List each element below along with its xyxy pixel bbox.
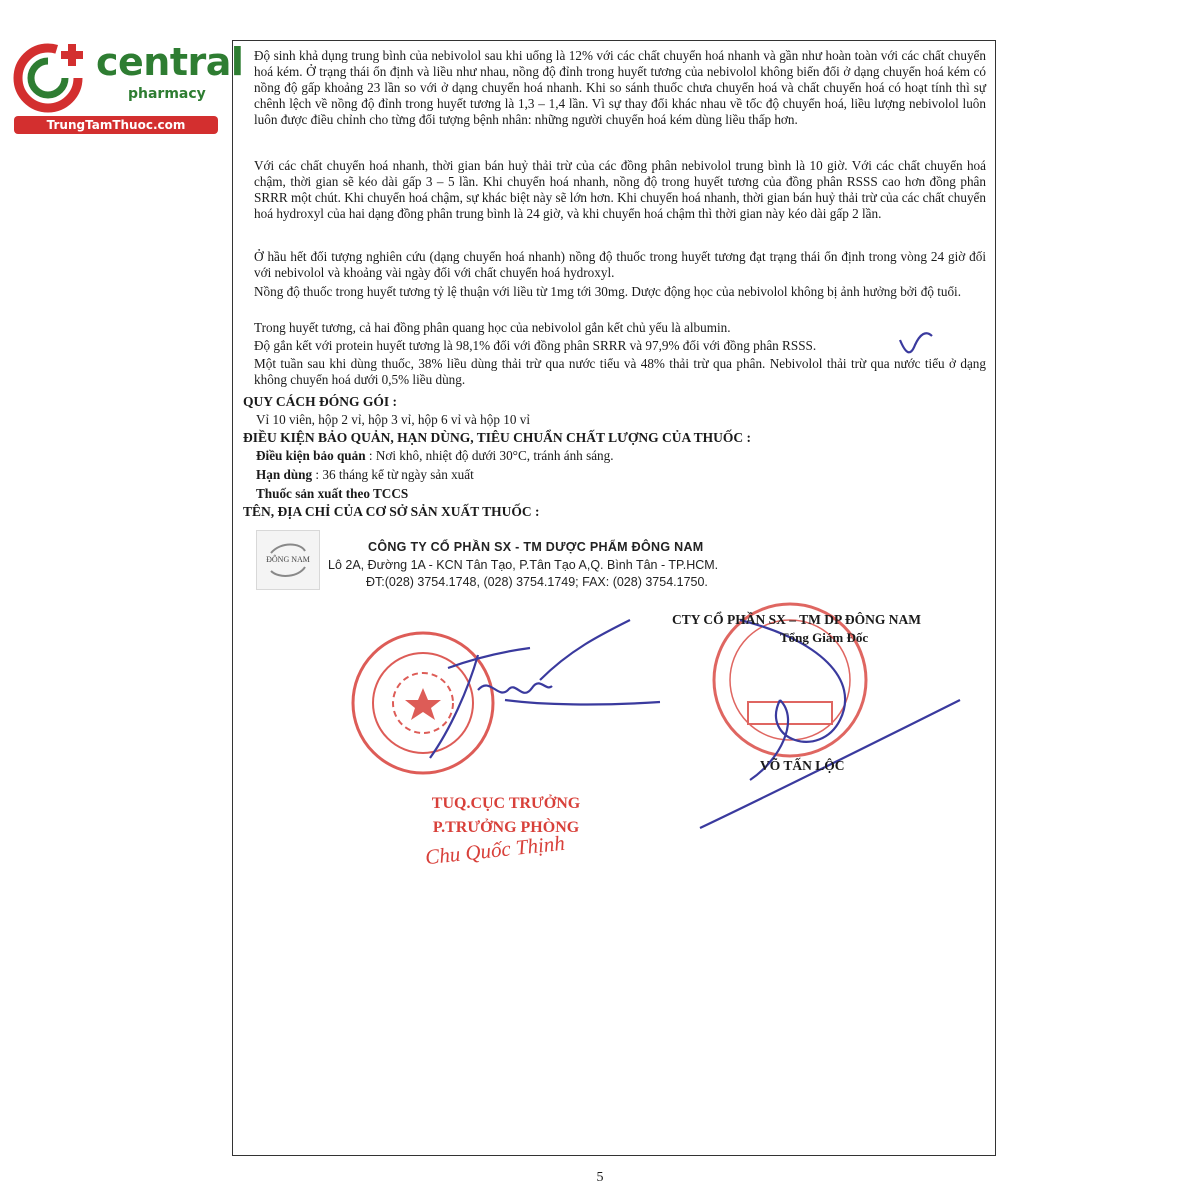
storage-condition bbox=[256, 448, 614, 464]
quality-standard: Thuốc sản xuất theo TCCS bbox=[256, 486, 409, 501]
pharmacy-logo[interactable] bbox=[8, 36, 244, 136]
page-number: 5 bbox=[596, 1170, 604, 1185]
signature-role: Tổng Giám Đốc bbox=[780, 630, 869, 645]
logo-brand: central bbox=[96, 40, 244, 84]
paragraph-half-life: Với các chất chuyển hoá nhanh, thời gian bán huỷ thải trừ của các đồng phân nebivolol trung bình là 10 giờ. Với các chất chuyển hoá chậm, thời gian sẽ kéo dài gấp 3 – 5 lần. Khi chuyển hoá nhanh, nồng độ trong huyết tương của đồng phân RSSS cao hơn đồng phân SRRR một chút. Khi chuyển hoá chậm, sự khác biệt này sẽ lớn hơn. Khi chuyển hoá nhanh, thời gian bán huỷ thải trừ của các chất chuyển hoá hydroxyl của hai dạng đồng phân trung bình là 24 giờ, và khi chuyển hoá chậm thì thời gian này kéo dài gấp 2 lần. bbox=[254, 158, 986, 221]
paragraph-dose-proportional: Nồng độ thuốc trong huyết tương tỷ lệ thuận với liều từ 1mg tới 30mg. Dược động học của nebivolol không bị ảnh hưởng bởi độ tuổi. bbox=[254, 284, 962, 299]
paragraph-steady-state: Ở hầu hết đối tượng nghiên cứu (dạng chuyển hoá nhanh) nồng độ thuốc trong huyết tương đạt trạng thái ổn định trong vòng 24 giờ đối với nebivolol và khoảng vài ngày đối với chất chuyển hoá hydroxyl. bbox=[254, 249, 986, 280]
authority-signer: Chu Quốc Thịnh bbox=[424, 830, 566, 870]
signature-company: CTY CỔ PHẦN SX – TM DP ĐÔNG NAM bbox=[672, 612, 921, 627]
manufacturer-heading: TÊN, ĐỊA CHỈ CỦA CƠ SỞ SẢN XUẤT THUỐC : bbox=[243, 504, 540, 519]
signature-name: VÕ TẤN LỘC bbox=[760, 758, 845, 773]
packaging-heading: QUY CÁCH ĐÓNG GÓI : bbox=[243, 394, 397, 409]
storage-condition-value: : Nơi khô, nhiệt độ dưới 30°C, tránh ánh sáng. bbox=[368, 448, 614, 463]
packaging-text: Vỉ 10 viên, hộp 2 vỉ, hộp 3 vỉ, hộp 6 vỉ và hộp 10 vỉ bbox=[256, 412, 530, 427]
company-address: Lô 2A, Đường 1A - KCN Tân Tạo, P.Tân Tạo A,Q. Bình Tân - TP.HCM. bbox=[328, 558, 719, 572]
expiry bbox=[256, 467, 474, 483]
paragraph-bioavailability: Độ sinh khả dụng trung bình của nebivolol sau khi uống là 12% với các chất chuyển hoá nhanh và gần như hoàn toàn với các chất chuyển hoá kém. Ở trạng thái ổn định và liều như nhau, nồng độ đỉnh trong huyết tương của nebivolol không biến đổi ở dạng chuyển hoá kém có nồng độ gấp khoảng 23 lần so với ở dạng chuyển hoá nhanh. Khi so sánh thuốc chưa chuyển hoá và chất chuyển hoá có hoạt tính thì sự chênh lệch về nồng độ đỉnh trong huyết tương là 1,3 – 1,4 lần. Vì sự thay đổi khác nhau về tốc độ chuyển hoá, liều lượng nebivolol luôn luôn được điều chỉnh cho từng đối tượng bệnh nhân: những người chuyển hoá kém dùng liều thấp hơn. bbox=[254, 48, 986, 127]
storage-heading: ĐIỀU KIỆN BẢO QUẢN, HẠN DÙNG, TIÊU CHUẨN CHẤT LƯỢNG CỦA THUỐC : bbox=[243, 430, 752, 445]
company-logo bbox=[256, 530, 320, 590]
paragraph-excretion: Một tuần sau khi dùng thuốc, 38% liều dùng thải trừ qua nước tiểu và 48% thải trừ qua phân. Nebivolol thải trừ qua nước tiểu ở dạng không chuyển hoá dưới 0,5% liều dùng. bbox=[254, 356, 986, 387]
paragraph-albumin: Trong huyết tương, cả hai đồng phân quang học của nebivolol gắn kết chủ yếu là albumin. bbox=[254, 320, 731, 335]
storage-condition-label: Điều kiện bảo quản bbox=[256, 448, 366, 463]
logo-subtitle: pharmacy bbox=[128, 86, 206, 102]
company-phone: ĐT:(028) 3754.1748, (028) 3754.1749; FAX: (028) 3754.1750. bbox=[366, 575, 708, 589]
authority-line-1: TUQ.CỤC TRƯỞNG bbox=[431, 795, 581, 812]
company-name: CÔNG TY CỔ PHẦN SX - TM DƯỢC PHẨM ĐÔNG NAM bbox=[368, 540, 704, 554]
pharmacy-cross-icon bbox=[12, 40, 92, 116]
expiry-label: Hạn dùng bbox=[256, 467, 313, 482]
company-logo-text: ĐÔNG NAM bbox=[266, 555, 310, 564]
expiry-value: : 36 tháng kể từ ngày sản xuất bbox=[315, 467, 474, 482]
authority-line-2: P.TRƯỞNG PHÒNG bbox=[432, 819, 580, 836]
paragraph-protein-binding: Độ gắn kết với protein huyết tương là 98,1% đối với đồng phân SRRR và 97,9% đối với đồng phân RSSS. bbox=[254, 338, 817, 353]
logo-site-url[interactable]: TrungTamThuoc.com bbox=[14, 116, 218, 134]
